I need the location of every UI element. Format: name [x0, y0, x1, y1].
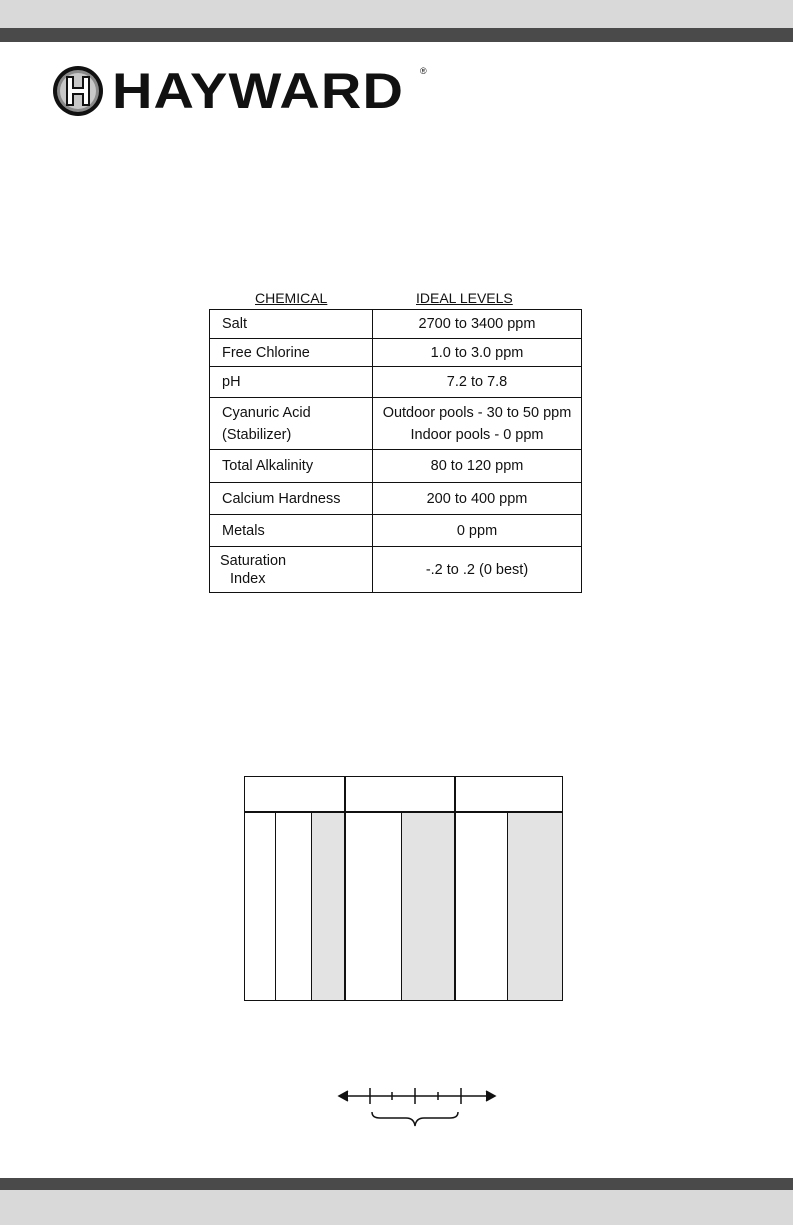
grid-cell-shaded	[402, 812, 455, 1001]
level-cell: 7.2 to 7.8	[373, 367, 582, 398]
table-row	[210, 483, 582, 515]
chemical-cell: Free Chlorine	[210, 339, 373, 367]
chemical-levels-table	[209, 309, 582, 593]
blank-grid-table	[244, 776, 563, 1001]
chemical-cell: Total Alkalinity	[210, 450, 373, 483]
level-cell: 0 ppm	[373, 515, 582, 547]
top-band-dark	[0, 28, 793, 42]
grid-cell	[455, 812, 508, 1001]
bottom-band-dark	[0, 1178, 793, 1190]
hayward-emblem-icon	[52, 65, 104, 117]
grid-body-row	[245, 812, 563, 1001]
table-row	[210, 398, 582, 450]
chemical-cell: Calcium Hardness	[210, 483, 373, 515]
grid-header-row	[245, 777, 563, 813]
level-cell: -.2 to .2 (0 best)	[373, 547, 582, 593]
grid-cell-shaded	[508, 812, 563, 1001]
registered-mark: ®	[420, 66, 427, 76]
hayward-logo	[52, 62, 427, 120]
grid-header-cell	[245, 777, 346, 813]
grid-cell	[245, 812, 276, 1001]
table-row	[210, 367, 582, 398]
grid-header-cell	[455, 777, 563, 813]
level-cell: 1.0 to 3.0 ppm	[373, 339, 582, 367]
chemical-cell: Cyanuric Acid (Stabilizer)	[210, 398, 373, 450]
saturation-scale-diagram	[336, 1084, 500, 1130]
grid-cell	[275, 812, 311, 1001]
grid-header-cell	[345, 777, 455, 813]
level-cell: 200 to 400 ppm	[373, 483, 582, 515]
chemical-cell: Salt	[210, 310, 373, 339]
table-row	[210, 450, 582, 483]
top-band-light	[0, 0, 793, 28]
chemical-cell: Metals	[210, 515, 373, 547]
table-row	[210, 310, 582, 339]
grid-cell-shaded	[311, 812, 345, 1001]
level-cell: 2700 to 3400 ppm	[373, 310, 582, 339]
table-row	[210, 339, 582, 367]
header-ideal-levels: IDEAL LEVELS	[416, 290, 513, 306]
level-cell: 80 to 120 ppm	[373, 450, 582, 483]
bottom-band-light	[0, 1190, 793, 1225]
table-row	[210, 547, 582, 593]
level-cell: Outdoor pools - 30 to 50 ppm Indoor pools - 0 ppm	[373, 398, 582, 450]
brand-name: HAYWARD	[112, 63, 405, 119]
header-chemical: CHEMICAL	[255, 290, 328, 306]
chemical-cell: Saturation Index	[210, 547, 373, 593]
chemical-cell: pH	[210, 367, 373, 398]
grid-cell	[345, 812, 402, 1001]
table-row	[210, 515, 582, 547]
